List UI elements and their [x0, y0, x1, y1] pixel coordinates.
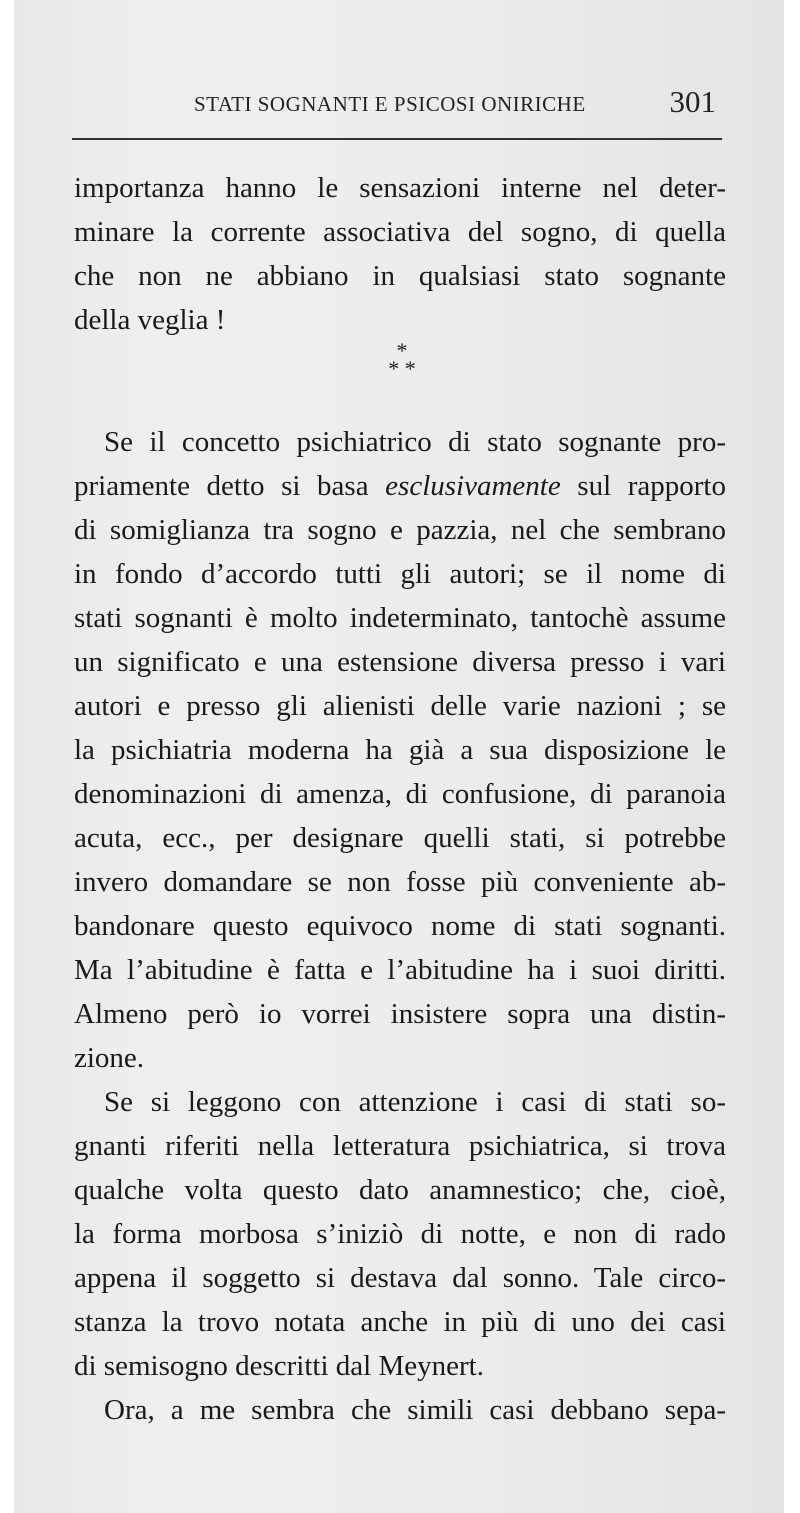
- text-line: un significato e una estensione diversa presso i vari: [74, 646, 726, 678]
- text-span: priamente detto si basa: [74, 470, 386, 502]
- text-line: Se il concetto psichiatrico di stato sognante pro-: [104, 426, 726, 458]
- text-line: importanza hanno le sensazioni interne nel deter-: [74, 172, 726, 204]
- text-line: in fondo d’accordo tutti gli autori; se il nome di: [74, 558, 726, 590]
- text-line: stanza la trovo notata anche in più di uno dei casi: [74, 1306, 726, 1338]
- text-line: minare la corrente associativa del sogno, di quella: [74, 216, 726, 248]
- book-page: [14, 0, 784, 1513]
- text-line: appena il soggetto si destava dal sonno. Tale circo-: [74, 1262, 726, 1294]
- text-line: Ora, a me sembra che simili casi debbano sepa-: [104, 1394, 726, 1426]
- asterism-separator: [372, 338, 432, 381]
- text-line: zione.: [74, 1042, 145, 1074]
- text-line: bandonare questo equivoco nome di stati sognanti.: [74, 910, 726, 942]
- text-line: di semisogno descritti dal Meynert.: [74, 1350, 484, 1382]
- asterism-bottom: * *: [388, 356, 416, 381]
- text-line: di somiglianza tra sogno e pazzia, nel che sembrano: [74, 514, 726, 546]
- text-line: che non ne abbiano in qualsiasi stato sognante: [74, 260, 726, 292]
- page-number: 301: [669, 84, 716, 119]
- text-line: [74, 464, 726, 508]
- text-line: denominazioni di amenza, di confusione, di paranoia: [74, 778, 726, 810]
- running-header: STATI SOGNANTI E PSICOSI ONIRICHE: [194, 92, 586, 116]
- emphasized-word: esclusivamente: [385, 470, 561, 502]
- text-line: invero domandare se non fosse più conveniente ab-: [74, 866, 726, 898]
- text-line: la forma morbosa s’iniziò di notte, e non di rado: [74, 1218, 726, 1250]
- text-line: Se si leggono con attenzione i casi di stati so-: [104, 1086, 726, 1118]
- text-span: sul rapporto: [560, 470, 726, 502]
- text-line: gnanti riferiti nella letteratura psichiatrica, si trova: [74, 1130, 726, 1162]
- text-line: acuta, ecc., per designare quelli stati, si potrebbe: [74, 822, 726, 854]
- text-line: Ma l’abitudine è fatta e l’abitudine ha i suoi diritti.: [74, 954, 726, 986]
- text-line: stati sognanti è molto indeterminato, tantochè assume: [74, 602, 726, 634]
- asterism-top: *: [396, 338, 408, 363]
- text-line: Almeno però io vorrei insistere sopra una distin-: [74, 998, 726, 1030]
- text-line: della veglia !: [74, 304, 226, 336]
- header-rule: [72, 138, 722, 140]
- text-line: la psichiatria moderna ha già a sua disposizione le: [74, 734, 726, 766]
- text-line: qualche volta questo dato anamnestico; che, cioè,: [74, 1174, 726, 1206]
- text-line: autori e presso gli alienisti delle varie nazioni ; se: [74, 690, 726, 722]
